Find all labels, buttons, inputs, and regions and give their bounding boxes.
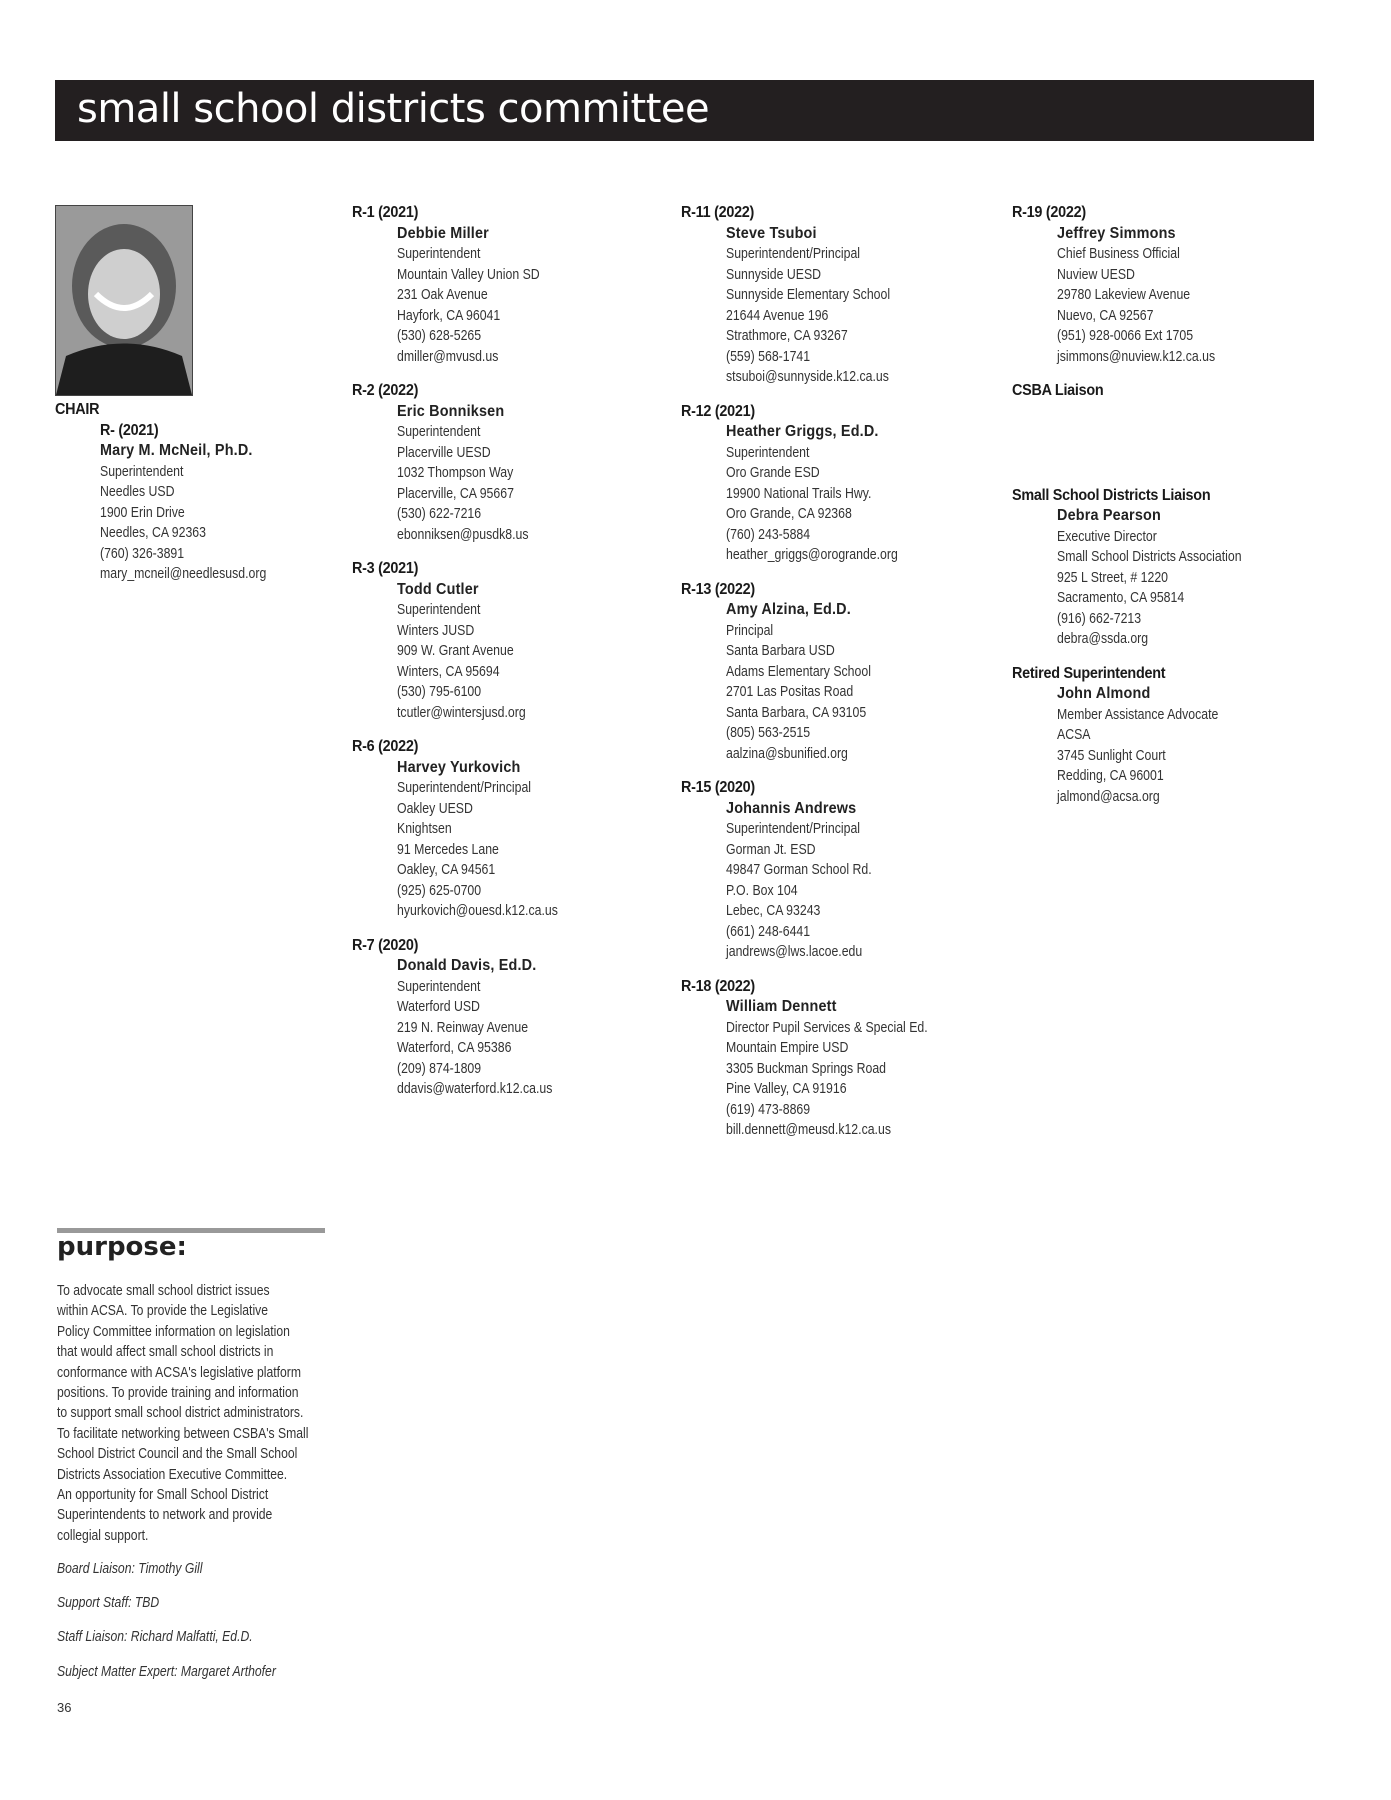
subject-matter-expert: Subject Matter Expert: Margaret Arthofer — [57, 1664, 276, 1680]
member-entry — [1012, 486, 1332, 650]
member-region: CSBA Liaison — [1012, 382, 1104, 399]
member-details — [397, 402, 672, 546]
page-title: small school districts committee — [77, 86, 710, 132]
member-detail-line: aalzina@sbunified.org — [726, 744, 848, 762]
member-detail-line: Sunnyside Elementary School — [726, 286, 891, 303]
member-detail-line: 909 W. Grant Avenue — [397, 642, 514, 659]
member-detail-line: 231 Oak Avenue — [397, 286, 488, 303]
member-detail-line: (530) 628-5265 — [397, 327, 482, 344]
member-detail-line: Waterford, CA 95386 — [397, 1039, 512, 1056]
member-detail-line: (619) 473-8869 — [726, 1100, 811, 1118]
member-details — [397, 956, 672, 1100]
member-detail-line: bill.dennett@meusd.k12.ca.us — [726, 1121, 891, 1138]
member-detail-line: hyurkovich@ouesd.k12.ca.us — [397, 902, 558, 919]
member-detail-line: 21644 Avenue 196 — [726, 306, 829, 324]
member-detail-line: Executive Director — [1057, 527, 1157, 545]
member-entry — [352, 936, 672, 1100]
member-detail-line: (530) 795-6100 — [397, 683, 482, 700]
member-entry — [1012, 381, 1332, 402]
member-detail-line: 925 L Street, # 1220 — [1057, 568, 1169, 586]
member-detail-line: Superintendent — [397, 977, 481, 995]
member-detail-line: 3745 Sunlight Court — [1057, 746, 1166, 764]
purpose-line: to support small school district administrators. — [57, 1405, 304, 1422]
member-name: Amy Alzina, Ed.D. — [726, 601, 851, 618]
member-details — [726, 422, 1001, 566]
member-entry — [352, 381, 672, 545]
member-detail-line: jalmond@acsa.org — [1057, 787, 1160, 805]
purpose-line: Superintendents to network and provide — [57, 1507, 273, 1524]
member-detail-line: (209) 874-1809 — [397, 1059, 482, 1077]
member-detail-line: debra@ssda.org — [1057, 630, 1149, 647]
chair-detail-line: Needles, CA 92363 — [100, 524, 206, 541]
member-detail-line: Superintendent — [397, 601, 481, 618]
member-detail-line: Mountain Empire USD — [726, 1039, 849, 1056]
purpose-line: that would affect small school districts in — [57, 1344, 274, 1361]
member-name: William Dennett — [726, 998, 837, 1015]
member-region: Retired Superintendent — [1012, 664, 1166, 682]
member-name: Steve Tsuboi — [726, 224, 817, 242]
chair-section — [55, 400, 375, 585]
member-detail-line: (951) 928-0066 Ext 1705 — [1057, 327, 1194, 344]
member-detail-line: (916) 662-7213 — [1057, 609, 1142, 627]
member-detail-line: Oro Grande ESD — [726, 464, 820, 481]
purpose-line: School District Council and the Small School — [57, 1446, 298, 1463]
member-detail-line: Superintendent/Principal — [726, 820, 861, 837]
member-detail-line: 19900 National Trails Hwy. — [726, 484, 872, 502]
member-detail-line: Superintendent — [397, 245, 481, 262]
member-region: R-13 (2022) — [681, 580, 755, 598]
member-detail-line: Lebec, CA 93243 — [726, 902, 821, 919]
member-detail-line: Chief Business Official — [1057, 245, 1180, 262]
member-detail-line: 3305 Buckman Springs Road — [726, 1059, 887, 1077]
purpose-line: positions. To provide training and information — [57, 1385, 299, 1402]
purpose-line: Policy Committee information on legislation — [57, 1323, 290, 1340]
member-details — [726, 600, 1001, 764]
chair-name: Mary M. McNeil, Ph.D. — [100, 442, 253, 459]
member-name: Debbie Miller — [397, 224, 489, 242]
member-detail-line: P.O. Box 104 — [726, 881, 798, 899]
member-details — [726, 224, 1001, 388]
member-detail-line: jandrews@lws.lacoe.edu — [726, 943, 863, 960]
member-name: Eric Bonniksen — [397, 402, 505, 420]
member-detail-line: Strathmore, CA 93267 — [726, 327, 848, 344]
member-detail-line: Director Pupil Services & Special Ed. — [726, 1018, 928, 1036]
member-region: Small School Districts Liaison — [1012, 486, 1211, 504]
member-detail-line: (760) 243-5884 — [726, 525, 811, 543]
member-details — [726, 997, 1001, 1141]
member-detail-line: ACSA — [1057, 726, 1091, 743]
member-detail-line: (661) 248-6441 — [726, 922, 811, 940]
member-detail-line: ddavis@waterford.k12.ca.us — [397, 1080, 553, 1097]
chair-detail-line: 1900 Erin Drive — [100, 503, 185, 521]
member-details — [1057, 506, 1332, 650]
member-detail-line: Oakley UESD — [397, 799, 473, 817]
member-details — [1057, 224, 1332, 368]
member-detail-line: dmiller@mvusd.us — [397, 347, 499, 365]
member-detail-line: (805) 563-2515 — [726, 724, 811, 741]
member-region: R-2 (2022) — [352, 382, 419, 399]
member-detail-line: Member Assistance Advocate — [1057, 705, 1219, 723]
member-detail-line: Placerville, CA 95667 — [397, 484, 514, 502]
member-name: John Almond — [1057, 685, 1151, 702]
member-detail-line: Sunnyside UESD — [726, 265, 822, 283]
member-detail-line: Placerville UESD — [397, 443, 491, 461]
member-entry — [1012, 664, 1332, 808]
member-detail-line: 219 N. Reinway Avenue — [397, 1018, 529, 1036]
member-detail-line: 1032 Thompson Way — [397, 464, 514, 481]
member-region: R-7 (2020) — [352, 936, 419, 954]
member-detail-line: Superintendent — [397, 423, 481, 440]
member-detail-line: stsuboi@sunnyside.k12.ca.us — [726, 368, 889, 385]
member-region: R-1 (2021) — [352, 204, 419, 221]
member-detail-line: Adams Elementary School — [726, 662, 871, 680]
member-name: Jeffrey Simmons — [1057, 224, 1176, 242]
member-name: Harvey Yurkovich — [397, 758, 521, 776]
member-entry — [681, 580, 1001, 765]
member-region: R-11 (2022) — [681, 204, 755, 221]
member-region: R-12 (2021) — [681, 402, 755, 420]
staff-liaison: Staff Liaison: Richard Malfatti, Ed.D. — [57, 1629, 253, 1645]
member-detail-line: Waterford USD — [397, 998, 480, 1015]
member-details — [397, 224, 672, 368]
member-detail-line: 2701 Las Positas Road — [726, 683, 854, 700]
member-region: R-3 (2021) — [352, 560, 419, 577]
member-region: R-19 (2022) — [1012, 204, 1086, 221]
purpose-line: conformance with ACSA's legislative platform — [57, 1364, 302, 1381]
chair-detail-line: (760) 326-3891 — [100, 544, 185, 562]
member-details — [397, 758, 672, 922]
purpose-text — [57, 1281, 309, 1546]
chair-region: R- (2021) — [100, 421, 159, 439]
member-detail-line: Sacramento, CA 95814 — [1057, 589, 1185, 606]
member-detail-line: Nuview UESD — [1057, 265, 1135, 283]
member-detail-line: Superintendent/Principal — [726, 245, 861, 262]
member-detail-line: heather_griggs@orogrande.org — [726, 546, 898, 563]
member-detail-line: tcutler@wintersjusd.org — [397, 703, 526, 721]
purpose-line: Districts Association Executive Committee. — [57, 1466, 288, 1483]
chair-label: CHAIR — [55, 401, 100, 418]
member-detail-line: Oakley, CA 94561 — [397, 861, 496, 878]
member-entry — [352, 203, 672, 367]
purpose-line: To advocate small school district issues — [57, 1283, 270, 1299]
purpose-line: within ACSA. To provide the Legislative — [57, 1303, 269, 1320]
board-liaison: Board Liaison: Timothy Gill — [57, 1561, 203, 1577]
member-name: Donald Davis, Ed.D. — [397, 957, 537, 974]
purpose-heading: purpose: — [57, 1232, 187, 1262]
member-name: Johannis Andrews — [726, 799, 857, 817]
member-region: R-15 (2020) — [681, 779, 755, 796]
chair-detail-line: mary_mcneil@needlesusd.org — [100, 565, 267, 582]
member-detail-line: Superintendent — [726, 443, 810, 461]
members-column-2 — [681, 203, 1001, 1155]
purpose-line: An opportunity for Small School District — [57, 1487, 269, 1504]
member-entry — [681, 778, 1001, 963]
member-name: Todd Cutler — [397, 580, 479, 598]
member-detail-line: Mountain Valley Union SD — [397, 265, 540, 283]
member-detail-line: Gorman Jt. ESD — [726, 840, 816, 858]
member-detail-line: Principal — [726, 621, 774, 639]
member-region: R-6 (2022) — [352, 738, 419, 755]
member-detail-line: jsimmons@nuview.k12.ca.us — [1057, 347, 1216, 365]
member-details — [726, 799, 1001, 963]
member-detail-line: Santa Barbara USD — [726, 642, 835, 659]
support-staff: Support Staff: TBD — [57, 1595, 160, 1611]
member-detail-line: ebonniksen@pusdk8.us — [397, 525, 529, 543]
chair-detail-line: Needles USD — [100, 483, 175, 500]
member-detail-line: Santa Barbara, CA 93105 — [726, 703, 867, 721]
member-detail-line: Oro Grande, CA 92368 — [726, 505, 852, 522]
member-detail-line: 29780 Lakeview Avenue — [1057, 286, 1191, 303]
member-detail-line: Small School Districts Association — [1057, 548, 1242, 565]
member-detail-line: (559) 568-1741 — [726, 347, 811, 365]
member-detail-line: 49847 Gorman School Rd. — [726, 861, 872, 878]
member-entry — [681, 977, 1001, 1141]
chair-photo — [55, 205, 193, 396]
member-details — [397, 580, 672, 724]
member-region: R-18 (2022) — [681, 977, 755, 995]
member-detail-line: Pine Valley, CA 91916 — [726, 1080, 847, 1097]
member-name: Heather Griggs, Ed.D. — [726, 423, 879, 440]
member-entry — [352, 559, 672, 723]
member-details — [1057, 684, 1332, 807]
purpose-line: To facilitate networking between CSBA's Small — [57, 1425, 309, 1442]
member-detail-line: Winters JUSD — [397, 621, 475, 639]
purpose-line: collegial support. — [57, 1527, 149, 1544]
member-entry — [681, 402, 1001, 566]
member-detail-line: Knightsen — [397, 820, 452, 837]
member-entry — [1012, 203, 1332, 367]
chair-detail-line: Superintendent — [100, 462, 184, 480]
member-entry — [352, 737, 672, 922]
member-detail-line: Hayfork, CA 96041 — [397, 306, 501, 324]
members-column-1 — [352, 203, 672, 1114]
member-detail-line: Nuevo, CA 92567 — [1057, 306, 1154, 324]
header-banner — [55, 80, 1314, 141]
members-column-3 — [1012, 203, 1332, 821]
page-number: 36 — [57, 1700, 72, 1715]
member-detail-line: Superintendent/Principal — [397, 779, 532, 796]
member-detail-line: (925) 625-0700 — [397, 881, 482, 899]
member-detail-line: Redding, CA 96001 — [1057, 767, 1164, 784]
member-detail-line: 91 Mercedes Lane — [397, 840, 499, 858]
member-entry — [681, 203, 1001, 388]
member-name: Debra Pearson — [1057, 507, 1161, 524]
member-detail-line: (530) 622-7216 — [397, 505, 482, 522]
member-detail-line: Winters, CA 95694 — [397, 662, 500, 680]
